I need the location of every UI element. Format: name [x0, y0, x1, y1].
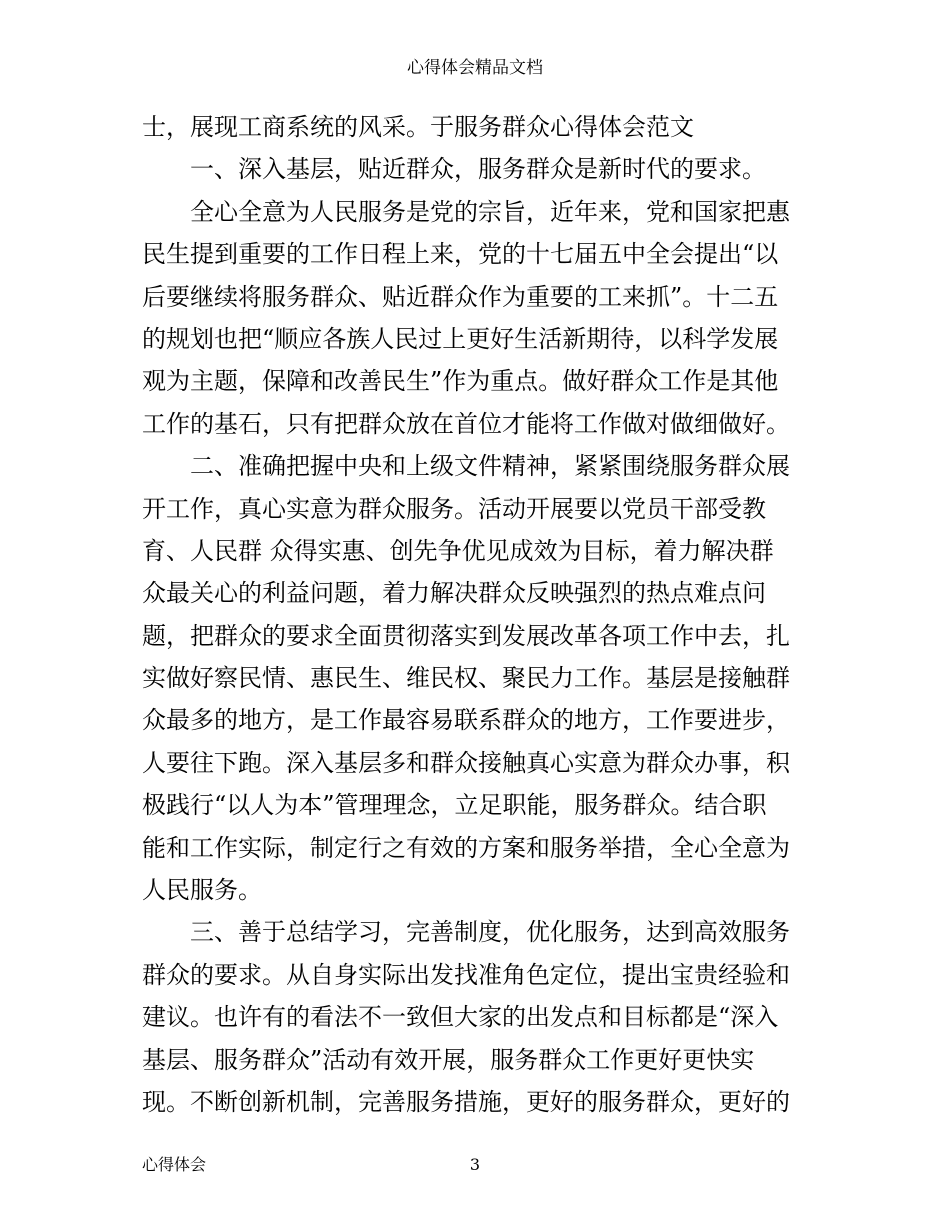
- text-line: 建议。也许有的看法不一致但大家的出发点和目标都是“深入: [142, 1003, 779, 1032]
- text-line: 极践行“以人为本”管理理念，立足职能，服务群众。结合职: [142, 791, 767, 820]
- text-line: 三、善于总结学习，完善制度，优化服务，达到高效服务: [142, 918, 790, 947]
- text-line: 育、人民群 众得实惠、创先争优见成效为目标，着力解决群: [142, 536, 774, 565]
- text-line: 民生提到重要的工作日程上来，党的十七届五中全会提出“以: [142, 240, 779, 269]
- text-line: 的规划也把“顺应各族人民过上更好生活新期待，以科学发展: [142, 324, 779, 353]
- page-header-title: 心得体会精品文档: [407, 58, 543, 78]
- text-line: 能和工作实际，制定行之有效的方案和服务举措，全心全意为: [142, 833, 790, 862]
- document-body: [142, 106, 812, 1123]
- text-line: 群众的要求。从自身实际出发找准角色定位，提出宝贵经验和: [142, 960, 790, 989]
- footer-label: 心得体会: [142, 1155, 207, 1174]
- text-line: 工作的基石，只有把群众放在首位才能将工作做对做细做好。: [142, 409, 790, 438]
- text-line: 观为主题，保障和改善民生”作为重点。做好群众工作是其他: [142, 367, 779, 396]
- text-line: 众最关心的利益问题，着力解决群众反映强烈的热点难点问: [142, 579, 766, 608]
- text-line: 题，把群众的要求全面贯彻落实到发展改革各项工作中去，扎: [142, 621, 790, 650]
- text-line: 实做好察民情、惠民生、维民权、聚民力工作。基层是接触群: [142, 664, 790, 693]
- text-line: 全心全意为人民服务是党的宗旨，近年来，党和国家把惠: [142, 197, 790, 226]
- text-line: 开工作，真心实意为群众服务。活动开展要以党员干部受教: [142, 494, 766, 523]
- text-line: 现。不断创新机制，完善服务措施，更好的服务群众，更好的: [142, 1087, 790, 1116]
- page-number: 3: [469, 1155, 481, 1174]
- text-line: 众最多的地方，是工作最容易联系群众的地方，工作要进步，: [142, 706, 790, 735]
- text-line: 二、准确把握中央和上级文件精神，紧紧围绕服务群众展: [142, 452, 790, 481]
- text-line: 基层、服务群众”活动有效开展，服务群众工作更好更快实: [142, 1045, 755, 1074]
- text-line: 人要往下跑。深入基层多和群众接触真心实意为群众办事，积: [142, 748, 790, 777]
- text-line: 后要继续将服务群众、贴近群众作为重要的工来抓”。十二五: [142, 282, 779, 311]
- text-line: 人民服务。: [142, 876, 262, 905]
- text-line: 士，展现工商系统的风采。于服务群众心得体会范文: [142, 113, 694, 141]
- text-line: 一、深入基层，贴近群众，服务群众是新时代的要求。: [142, 155, 766, 184]
